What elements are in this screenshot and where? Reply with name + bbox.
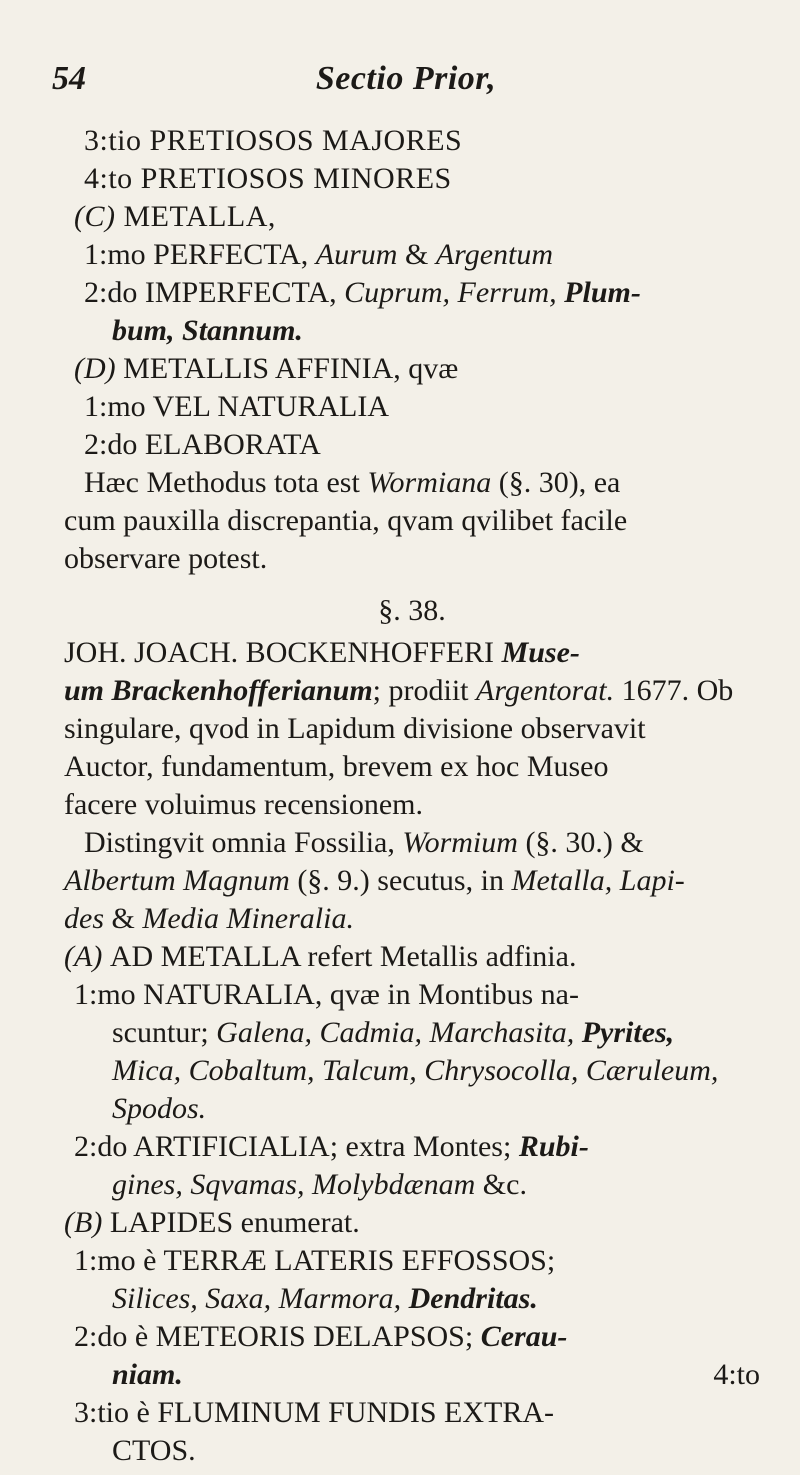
- text-run: Albertum Magnum: [64, 864, 290, 897]
- text-run: METALLA,: [123, 200, 276, 233]
- text-run: Spodos.: [112, 1092, 207, 1125]
- text-run: 4:to PRETIOSOS MINORES: [84, 162, 452, 195]
- text-run: bum, Stannum.: [112, 314, 303, 347]
- text-run: CTOS.: [112, 1434, 196, 1467]
- text-line: [64, 976, 760, 1014]
- text-run: LAPIDES enumerat.: [109, 1206, 360, 1239]
- catchword: 4:to: [713, 1358, 760, 1391]
- text-run: Wormium: [402, 826, 518, 859]
- text-run: um Brackenhofferianum: [64, 674, 373, 707]
- text-run: Argentum: [435, 238, 554, 271]
- text-line: [64, 426, 760, 464]
- text-run: Galena, Cadmia, Marchasita,: [216, 1016, 582, 1049]
- text-run: (§. 30.) &: [517, 826, 644, 859]
- text-run: Hæc Methodus tota est: [84, 466, 368, 499]
- text-line: [64, 464, 760, 502]
- text-run: Dendritas.: [408, 1282, 538, 1315]
- text-run: JOH. JOACH. BOCKENHOFFERI: [64, 636, 502, 669]
- text-run: Cuprum, Ferrum,: [344, 276, 565, 309]
- text-run: Metalla, Lapi-: [511, 864, 685, 897]
- text-line: [64, 274, 760, 312]
- text-run: 1:mo è TERRÆ LATERIS EFFOSSOS;: [74, 1244, 556, 1277]
- text-run: &c.: [475, 1168, 527, 1201]
- text-line: [64, 1280, 760, 1318]
- text-run: Media Mineralia.: [142, 902, 354, 935]
- text-line: [64, 1242, 760, 1280]
- text-line: [64, 1166, 760, 1204]
- text-run: ; prodiit: [372, 674, 477, 707]
- text-line: [64, 592, 760, 630]
- text-line: [64, 634, 760, 672]
- text-line: [64, 1014, 760, 1052]
- text-run: (§. 9.) secutus, in: [289, 864, 512, 897]
- text-run: &: [397, 238, 436, 271]
- text-run: (B): [64, 1206, 110, 1239]
- text-line: [64, 540, 760, 578]
- text-line: [64, 388, 760, 426]
- text-run: singulare, qvod in Lapidum divisione observavit: [64, 712, 646, 745]
- text-line: [64, 786, 760, 824]
- text-run: Distingvit omnia Fossilia,: [84, 826, 403, 859]
- text-line: [64, 900, 760, 938]
- text-run: 1:mo PERFECTA,: [84, 238, 316, 271]
- page-header: [52, 60, 760, 100]
- text-line: [64, 122, 760, 160]
- text-run: 1:mo NATURALIA, qvæ in Montibus na-: [74, 978, 579, 1011]
- text-run: (A): [64, 940, 110, 973]
- text-run: 3:tio PRETIOSOS MAJORES: [84, 124, 463, 157]
- text-run: &: [104, 902, 143, 935]
- text-run: 1677. Ob: [614, 674, 734, 707]
- text-line: [64, 1204, 760, 1242]
- text-run: Cerau-: [480, 1320, 568, 1353]
- text-run: scuntur;: [112, 1016, 217, 1049]
- text-line: [64, 1432, 760, 1470]
- text-line: [64, 236, 760, 274]
- text-run: Aurum: [315, 238, 398, 271]
- text-run: METALLIS AFFINIA, qvæ: [123, 352, 459, 385]
- text-run: 1:mo VEL NATURALIA: [84, 390, 389, 423]
- running-title: Sectio Prior,: [315, 60, 497, 97]
- text-run: Muse-: [501, 636, 580, 669]
- text-line: [64, 160, 760, 198]
- text-run: Auctor, fundamentum, brevem ex hoc Museo: [64, 750, 609, 783]
- text-run: AD METALLA refert Metallis adfinia.: [109, 940, 577, 973]
- text-run: Mica, Cobaltum, Talcum, Chrysocolla, Cæruleum,: [112, 1054, 719, 1087]
- text-run: Rubi-: [518, 1130, 589, 1163]
- text-line: [64, 502, 760, 540]
- text-run: observare potest.: [64, 542, 268, 575]
- text-run: Silices, Saxa, Marmora,: [112, 1282, 409, 1315]
- text-run: (§. 30), ea: [491, 466, 621, 499]
- page-number: 54: [52, 60, 86, 97]
- text-run: Argentorat.: [476, 674, 615, 707]
- text-line: [64, 1052, 760, 1090]
- text-run: cum pauxilla discrepantia, qvam qvilibet facile: [64, 504, 628, 537]
- text-run: §. 38.: [378, 594, 446, 627]
- text-line: [64, 748, 760, 786]
- text-run: Wormiana: [367, 466, 492, 499]
- text-line: [64, 710, 760, 748]
- text-run: Pyrites,: [581, 1016, 675, 1049]
- text-run: gines, Sqvamas, Molybdænam: [112, 1168, 476, 1201]
- text-line: [64, 1356, 760, 1394]
- text-line: [64, 198, 760, 236]
- text-run: facere voluimus recensionem.: [64, 788, 424, 821]
- text-line: [64, 312, 760, 350]
- text-run: niam.: [112, 1358, 183, 1391]
- text-run: Plum-: [564, 276, 641, 309]
- text-line: [64, 1128, 760, 1166]
- text-run: 2:do IMPERFECTA,: [84, 276, 345, 309]
- text-run: 3:tio è FLUMINUM FUNDIS EXTRA-: [74, 1396, 554, 1429]
- text-run: des: [64, 902, 104, 935]
- text-run: (C): [74, 200, 124, 233]
- text-line: [64, 350, 760, 388]
- text-line: [64, 1090, 760, 1128]
- text-run: 2:do ARTIFICIALIA; extra Montes;: [74, 1130, 519, 1163]
- text-run: 2:do è METEORIS DELAPSOS;: [74, 1320, 481, 1353]
- text-line: [64, 824, 760, 862]
- text-line: [64, 1394, 760, 1432]
- text-run: (D): [74, 352, 124, 385]
- text-line: [64, 672, 760, 710]
- page-body-text: [64, 122, 760, 1470]
- text-run: 2:do ELABORATA: [84, 428, 321, 461]
- text-line: [64, 938, 760, 976]
- text-line: [64, 1318, 760, 1356]
- text-line: [64, 862, 760, 900]
